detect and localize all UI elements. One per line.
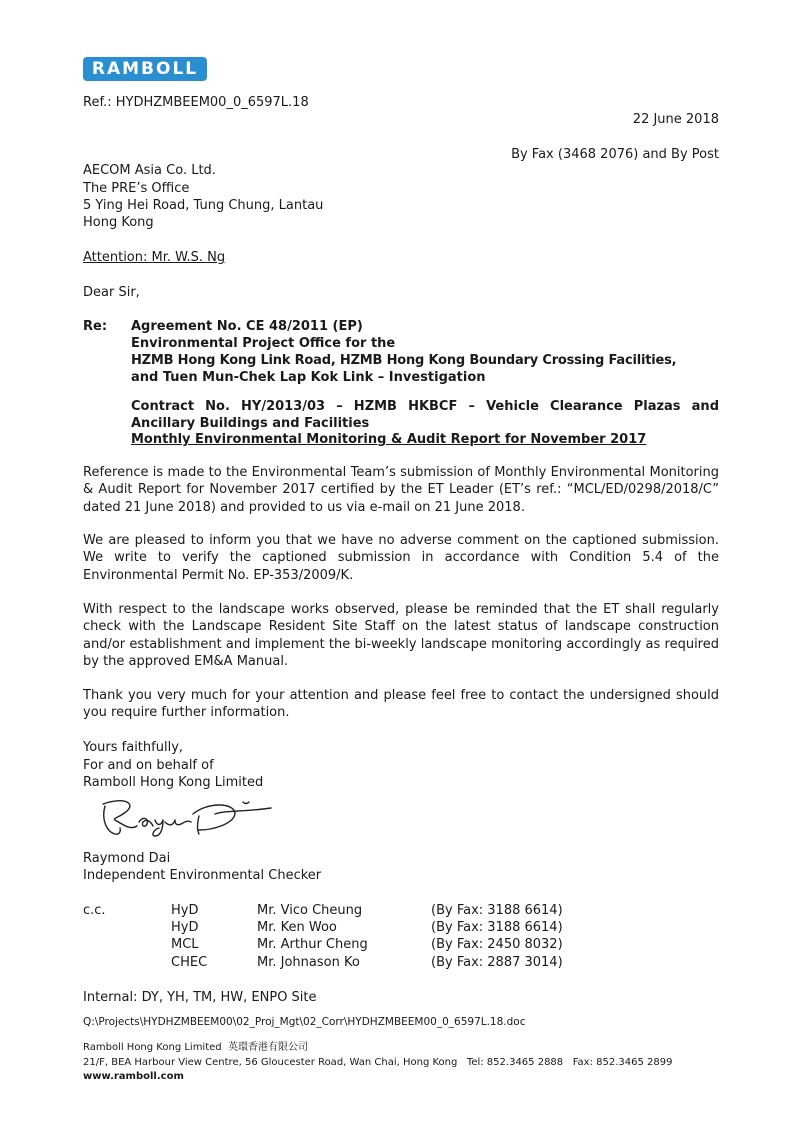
salutation: Dear Sir, <box>83 285 140 300</box>
closing-line: Yours faithfully, <box>83 740 184 755</box>
re-line: HZMB Hong Kong Link Road, HZMB Hong Kong Boundary Crossing Facilities, <box>131 353 677 368</box>
address-line: The PRE’s Office <box>83 181 190 196</box>
address-line: Hong Kong <box>83 215 154 230</box>
cc-label: c.c. <box>83 903 106 918</box>
internal-distribution: Internal: DY, YH, TM, HW, ENPO Site <box>83 990 317 1005</box>
cc-org: HyD <box>171 920 199 935</box>
cc-org: CHEC <box>171 955 208 970</box>
cc-fax: (By Fax: 3188 6614) <box>431 920 563 935</box>
letter-date: 22 June 2018 <box>632 112 719 127</box>
re-line: Agreement No. CE 48/2011 (EP) <box>131 319 363 334</box>
footer-address-line <box>83 1056 672 1069</box>
footer-address: 21/F, BEA Harbour View Centre, 56 Gloucester Road, Wan Chai, Hong Kong <box>83 1057 458 1068</box>
cc-org: HyD <box>171 903 199 918</box>
cc-name: Mr. Vico Cheung <box>257 903 363 918</box>
footer-company-name: Ramboll Hong Kong Limited <box>83 1042 222 1053</box>
address-line: AECOM Asia Co. Ltd. <box>83 163 216 178</box>
footer-company <box>83 1041 308 1054</box>
re-line: Environmental Project Office for the <box>131 336 396 351</box>
closing-line: For and on behalf of <box>83 758 214 773</box>
file-path: Q:\Projects\HYDHZMBEEM00\02_Proj_Mgt\02_Corr\HYDHZMBEEM00_0_6597L.18.doc <box>83 1016 526 1028</box>
reference-number: Ref.: HYDHZMBEEM00_0_6597L.18 <box>83 95 309 110</box>
footer-tel: Tel: 852.3465 2888 <box>466 1057 564 1068</box>
body-paragraph: Thank you very much for your attention and please feel free to contact the undersigned should you require further information. <box>83 688 719 721</box>
footer-company-cn: 英環香港有限公司 <box>228 1042 308 1053</box>
footer-fax: Fax: 852.3465 2899 <box>572 1057 673 1068</box>
body-paragraph: Reference is made to the Environmental Team’s submission of Monthly Environmental Monitoring & Audit Report for November 2017 certified by the ET Leader (ET’s ref.: “MCL/ED/0298/2018/C” dated 21 June 2018) and provided to us via e-mail on 21 June 2018. <box>83 465 719 515</box>
cc-fax: (By Fax: 3188 6614) <box>431 903 563 918</box>
delivery-method: By Fax (3468 2076) and By Post <box>511 147 719 162</box>
footer-website-link[interactable]: www.ramboll.com <box>83 1071 184 1082</box>
body-paragraph: With respect to the landscape works observed, please be reminded that the ET shall regularly check with the Landscape Resident Site Staff on the latest status of landscape construction and/or establishment and implement the bi-weekly landscape monitoring accordingly as required by the approved EM&A Manual. <box>83 602 719 670</box>
address-line: 5 Ying Hei Road, Tung Chung, Lantau <box>83 198 324 213</box>
cc-org: MCL <box>171 937 199 952</box>
cc-name: Mr. Ken Woo <box>257 920 337 935</box>
re-label: Re: <box>83 319 108 334</box>
ramboll-logo: RAMBOLL <box>83 57 207 81</box>
signer-title: Independent Environmental Checker <box>83 868 322 883</box>
closing-line: Ramboll Hong Kong Limited <box>83 775 264 790</box>
body-paragraph: We are pleased to inform you that we have no adverse comment on the captioned submission. We write to verify the captioned submission in accordance with Condition 5.4 of the Environmental Permit No. EP-353/2009/K. <box>83 533 719 583</box>
signer-name: Raymond Dai <box>83 851 171 866</box>
signature <box>95 792 280 840</box>
cc-name: Mr. Johnason Ko <box>257 955 360 970</box>
cc-fax: (By Fax: 2450 8032) <box>431 937 563 952</box>
report-title: Monthly Environmental Monitoring & Audit Report for November 2017 <box>131 432 647 447</box>
contract-title: Contract No. HY/2013/03 – HZMB HKBCF – Vehicle Clearance Plazas and Ancillary Buildings and Facilities <box>131 399 719 431</box>
cc-name: Mr. Arthur Cheng <box>257 937 368 952</box>
attention-line: Attention: Mr. W.S. Ng <box>83 250 226 265</box>
cc-fax: (By Fax: 2887 3014) <box>431 955 563 970</box>
re-line: and Tuen Mun-Chek Lap Kok Link – Investigation <box>131 370 486 385</box>
re-subject <box>131 318 719 386</box>
